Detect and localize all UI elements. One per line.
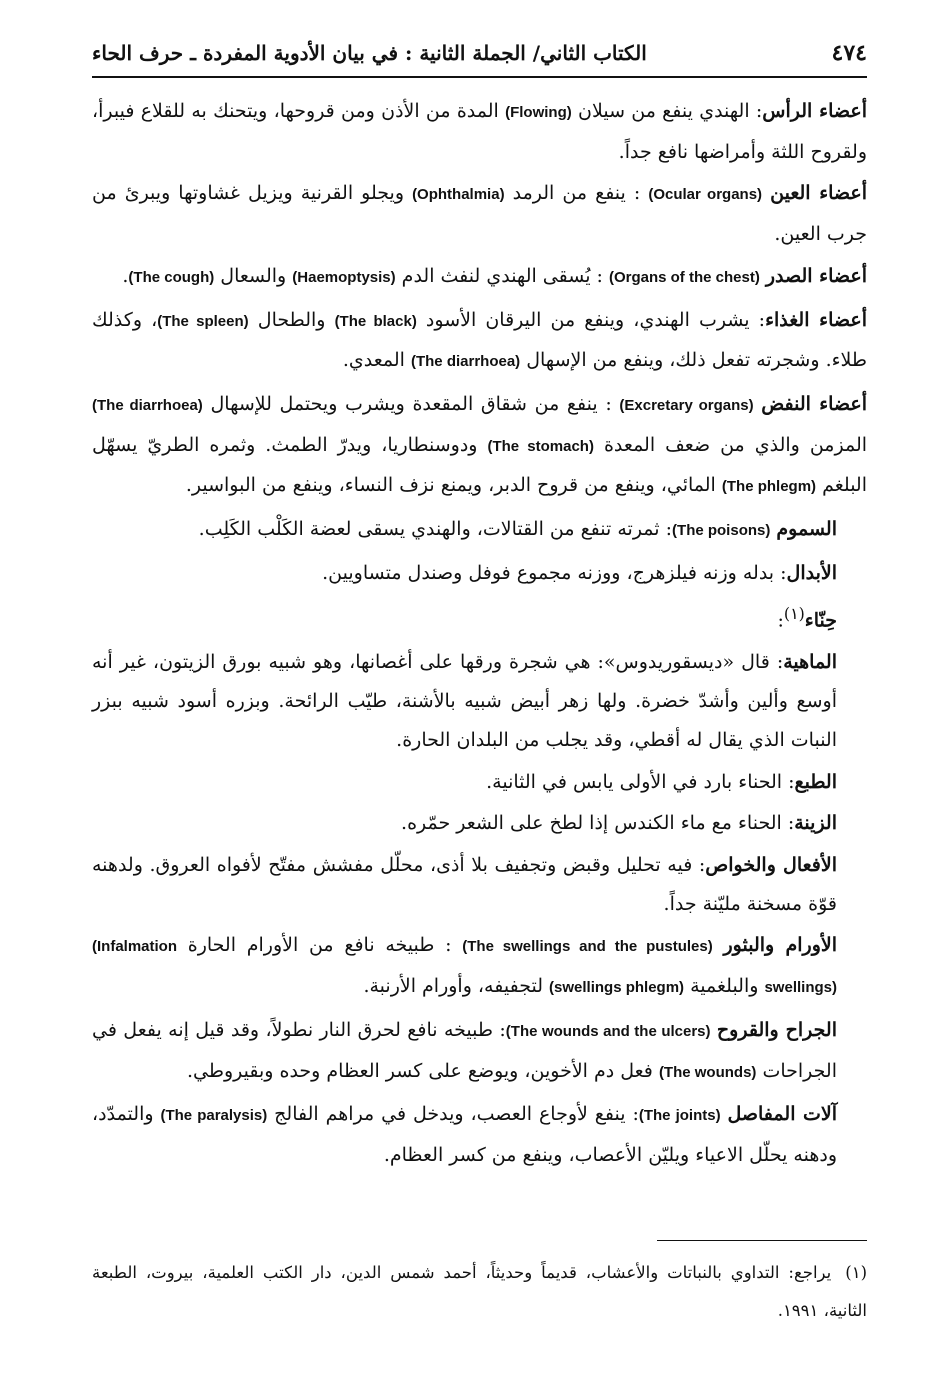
entry-text: ويجلو القرنية ويزيل غشاوتها ويبرئ من جرب العين. (92, 182, 867, 246)
entry-text: : طبيخه نافع من الأورام الحارة (177, 934, 463, 957)
entry-paragraph (92, 1011, 867, 1092)
entry-paragraph (92, 926, 867, 1007)
entry-text: : ينفع من الرمد (504, 182, 649, 205)
entry-term: السموم (776, 518, 837, 541)
english-term: (The stomach) (487, 437, 594, 455)
page-body (92, 92, 867, 1178)
entry-term: الماهية (783, 651, 837, 674)
entry-text: والبلغمية (684, 975, 765, 998)
entry-paragraph (92, 257, 867, 298)
entry-text: لتجفيفه، وأورام الأرنبة. (363, 975, 550, 998)
english-term: (The diarrhoea) (92, 396, 203, 414)
entry-term: حِنّاء (804, 609, 837, 632)
english-term: (Organs of the chest) (608, 268, 760, 286)
entry-paragraph (92, 846, 867, 923)
entry-term: الأفعال والخواص (705, 853, 837, 876)
entry-text: : قال «ديسقوريدوس»: هي شجرة ورقها على أغصانها، وهو شبيه بورق الزيتون، غير أنه أوسع وألين وأشدّ خضرة. ولها زهر أبيض شبيه بالأشنة، طيّب الرائحة. وبزره أسود شبيه ببزر النبات الذي يقال له أقطي، وقد يجلب من البلدان الحارة. (92, 651, 837, 751)
entry-paragraph (92, 301, 867, 382)
entry-text: المدة من الأذن ومن قروحها، ويتحنك به للقلاع فيبرأ، ولقروح اللثة وأمراضها نافع جداً. (92, 100, 867, 163)
entry-text: : الحناء بارد في الأولى يابس في الثانية. (486, 770, 795, 793)
entry-text: : يشرب الهندي، وينفع من اليرقان الأسود (416, 308, 766, 331)
entry-text: : (777, 609, 784, 632)
footnote-number: (١) (845, 1263, 867, 1282)
footnote-ref: (١) (783, 604, 805, 624)
entry-text (713, 934, 724, 956)
running-title: الكتاب الثاني/ الجملة الثانية : في بيان الأدوية المفردة ـ حرف الحاء (92, 41, 647, 65)
entry-text: والطحال (248, 308, 335, 331)
entry-term: أعضاء الرأس (762, 100, 867, 122)
english-term: (The diarrhoea) (410, 353, 521, 371)
entry-term: أعضاء النفض (761, 392, 868, 415)
english-term: (Infalmation swellings) (92, 938, 837, 997)
entry-paragraph (92, 92, 867, 171)
entry-text: : الحناء مع ماء الكندس إذا لطخ على الشعر حمّره. (401, 812, 795, 835)
entry-text: والسعال (214, 264, 293, 287)
english-term: (Excretary organs) (619, 396, 754, 414)
entry-term: الطبع (794, 770, 837, 793)
footnote-text: يراجع: التداوي بالنباتات والأعشاب، قديماً وحديثاً، أحمد شمس الدين، دار الكتب العلمية، بيروت، الطبعة الثانية، ١٩٩١. (92, 1263, 867, 1320)
english-term: (Ocular organs) (648, 186, 763, 204)
entry-term: أعضاء الصدر (765, 264, 867, 287)
english-term: (The cough) (128, 268, 215, 286)
entry-text: المعدي. (342, 349, 411, 372)
entry-paragraph (92, 554, 867, 593)
entry-paragraph (92, 804, 867, 843)
page-number: ٤٧٤ (831, 40, 867, 66)
entry-text: : فيه تحليل وقبض وتجفيف بلا أذى، محلّل مفشش مفتّح لأفواه العروق. ولدهنه قوّة مسخنة مليّنة جداً. (92, 853, 837, 915)
entry-paragraph (92, 763, 867, 802)
entry-term: الجراح والقروح (716, 1018, 837, 1041)
english-term: (Flowing) (505, 104, 572, 121)
entry-text: ، وكذلك طلاء. وشجرته تفعل ذلك، وينفع من الإسهال (92, 308, 867, 372)
entry-term: آلات المفاصل (727, 1103, 837, 1126)
entry-term: الأبدال (786, 561, 837, 584)
entry-text: : ينفع لأوجاع العصب، ويدخل في مراهم الفالج (267, 1103, 639, 1126)
entry-paragraph (92, 643, 867, 759)
entry-paragraph (92, 385, 867, 507)
english-term: (The swellings and the pustules) (462, 938, 713, 956)
entry-text: . (122, 264, 129, 287)
english-term: (The wounds) (658, 1063, 757, 1081)
entry-text: : الهندي ينفع من سيلان (571, 100, 763, 122)
english-term: (The poisons) (672, 522, 771, 540)
entry-text (762, 182, 770, 204)
footnote-divider (657, 1240, 867, 1241)
entry-text: والتمدّد، ودهنه يحلّل الاعياء ويليّن الأعصاب، وينفع من كسر العظام. (92, 1103, 837, 1166)
page-header (92, 30, 867, 78)
footnote (92, 1254, 867, 1330)
entry-paragraph (92, 595, 867, 640)
entry-paragraph (92, 510, 867, 551)
entry-text: : ثمرته تنفع من القتالات، والهندي يسقى لعضة الكَلْب الكَلِب. (198, 518, 673, 541)
english-term: (The spleen) (157, 312, 249, 330)
entry-text: : بدله وزنه فيلزهرج، ووزنه مجموع فوفل وصندل متساويين. (322, 561, 787, 584)
entry-term: أعضاء الغذاء (765, 308, 867, 331)
english-term: (Ophthalmia) (412, 186, 505, 204)
english-term: (Haemoptysis) (292, 268, 396, 286)
entry-text: : طبيخه نافع لحرق النار نطولاً، وقد قيل إنه يفعل في الجراحات (92, 1018, 837, 1082)
entry-term: الزينة (794, 812, 837, 835)
entry-text: ودوسنطاريا، ويدرّ الطمث. وثمره الطريّ يسهّل البلغم (92, 433, 867, 497)
english-term: (The wounds and the ulcers) (505, 1022, 711, 1040)
english-term: (The paralysis) (160, 1107, 268, 1125)
english-term: (The joints) (638, 1107, 721, 1125)
entry-text (721, 1103, 728, 1125)
entry-term: أعضاء العين (770, 182, 868, 205)
english-term: (The black) (334, 312, 417, 330)
entry-text: : ينفع من شقاق المقعدة ويشرب ويحتمل للإسهال (202, 392, 620, 415)
english-term: (The phlegm) (721, 478, 817, 496)
entry-text: المائي، وينفع من قروح الدبر، ويمنع نزف النساء، وينفع من البواسير. (185, 474, 722, 497)
entry-text: فعل دم الأخوين، ويوضع على كسر العظام وحده وبقيروطي. (187, 1059, 659, 1082)
entry-paragraph (92, 1095, 867, 1174)
entry-text: : يُسقى الهندي لنفث الدم (395, 264, 609, 287)
entry-text: المزمن والذي من ضعف المعدة (593, 433, 868, 456)
entry-paragraph (92, 174, 867, 253)
english-term: (swellings phlegm) (549, 979, 685, 997)
entry-term: الأورام والبثور (723, 934, 838, 957)
